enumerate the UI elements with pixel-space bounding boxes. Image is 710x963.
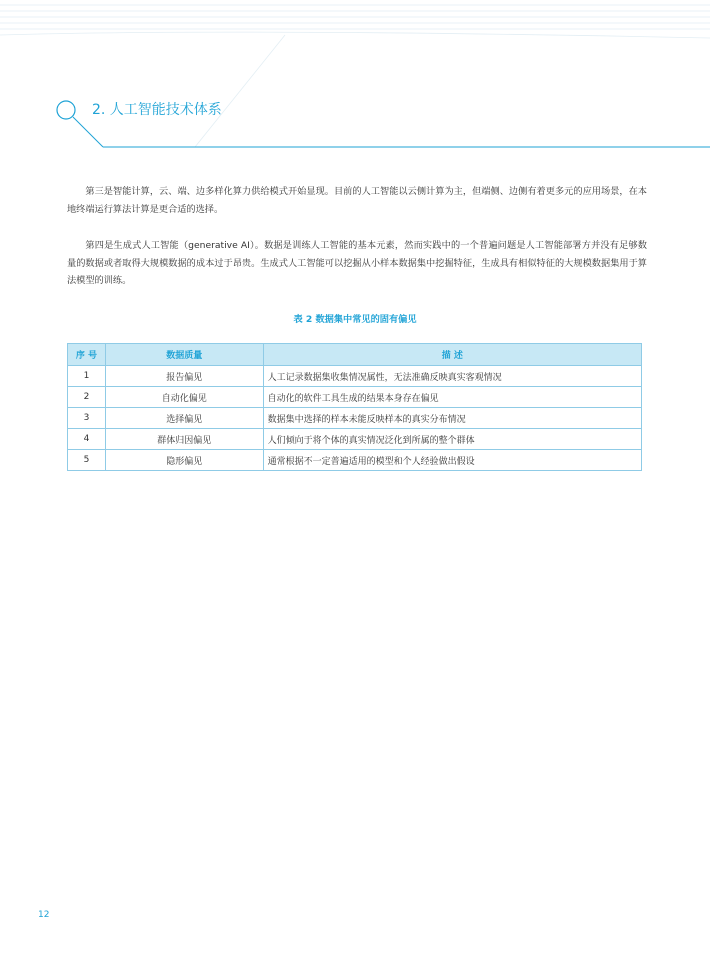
paragraph-generative-ai: 第四是生成式人工智能（generative AI）。数据是训练人工智能的基本元素，然而实践中的一个普遍问题是人工智能部署方并没有足够数量的数据或者取得大规模数据的成本过于昂贵。生成式人工智能可以挖掘从小样本数据集中挖掘特征，生成具有相似特征的大规模数据集用于算法模型的训练。 (67, 240, 647, 286)
page-number: 12 (38, 910, 50, 920)
header-description: 描 述 (263, 344, 641, 366)
row-index: 4 (68, 429, 106, 450)
header-quality: 数据质量 (105, 344, 263, 366)
paragraph-intelligent-computing: 第三是智能计算，云、端、边多样化算力供给模式开始显现。目前的人工智能以云侧计算为主，但端侧、边侧有着更多元的应用场景，在本地终端运行算法计算是更合适的选择。 (67, 186, 647, 215)
table-row (68, 450, 642, 471)
row-quality: 选择偏见 (105, 408, 263, 429)
row-description: 自动化的软件工具生成的结果本身存在偏见 (263, 387, 641, 408)
header-index: 序 号 (68, 344, 106, 366)
row-description: 人们倾向于将个体的真实情况泛化到所属的整个群体 (263, 429, 641, 450)
row-description: 人工记录数据集收集情况属性，无法准确反映真实客观情况 (263, 366, 641, 387)
row-index: 5 (68, 450, 106, 471)
row-index: 3 (68, 408, 106, 429)
row-quality: 自动化偏见 (105, 387, 263, 408)
table-row (68, 366, 642, 387)
row-quality: 报告偏见 (105, 366, 263, 387)
row-index: 2 (68, 387, 106, 408)
bias-table (67, 343, 642, 471)
table-row (68, 387, 642, 408)
table-row (68, 408, 642, 429)
row-description: 通常根据不一定普遍适用的模型和个人经验做出假设 (263, 450, 641, 471)
table-row (68, 429, 642, 450)
table-header-row (68, 344, 642, 366)
table-caption: 表 2 数据集中常见的固有偏见 (293, 314, 417, 325)
section-title: 2. 人工智能技术体系 (92, 102, 222, 118)
row-description: 数据集中选择的样本未能反映样本的真实分布情况 (263, 408, 641, 429)
row-index: 1 (68, 366, 106, 387)
row-quality: 群体归因偏见 (105, 429, 263, 450)
row-quality: 隐形偏见 (105, 450, 263, 471)
header-decoration (0, 0, 710, 160)
